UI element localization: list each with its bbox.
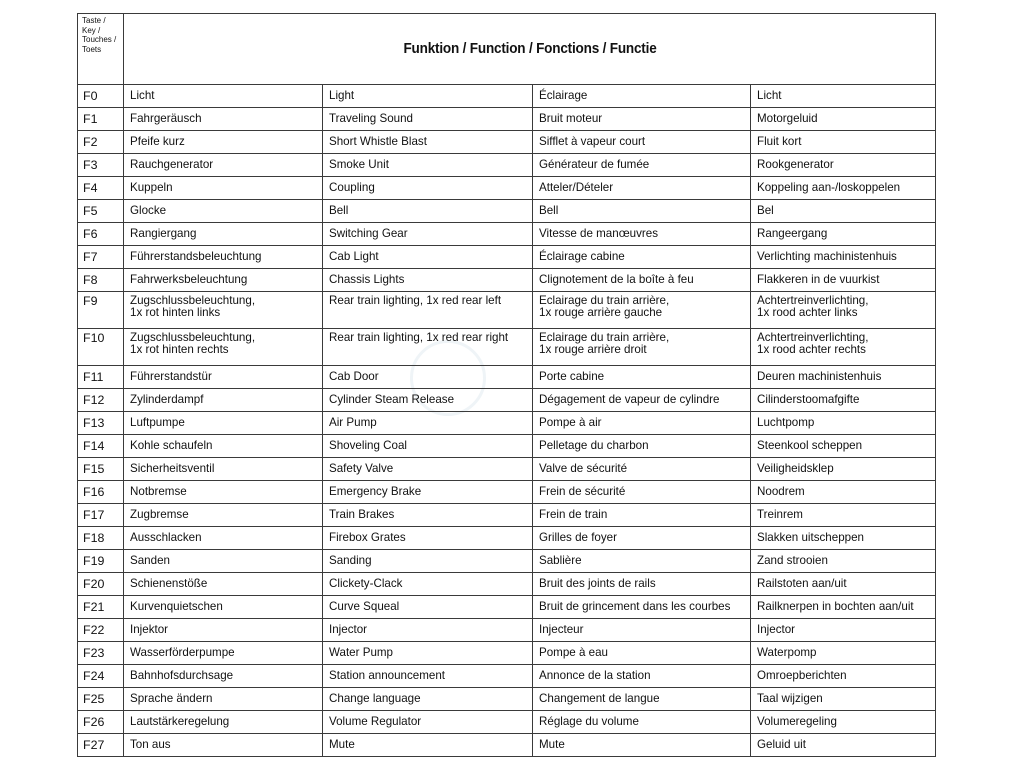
table-row bbox=[78, 200, 936, 223]
french-label-cell: Bell bbox=[533, 200, 751, 223]
english-label-cell: Air Pump bbox=[323, 412, 533, 435]
german-label-cell: Glocke bbox=[124, 200, 323, 223]
dutch-label-cell: Railstoten aan/uit bbox=[751, 573, 936, 596]
dutch-label-cell: Treinrem bbox=[751, 504, 936, 527]
german-label-cell: Ton aus bbox=[124, 734, 323, 757]
french-label-cell: Annonce de la station bbox=[533, 665, 751, 688]
table-row bbox=[78, 154, 936, 177]
french-label-cell: Clignotement de la boîte à feu bbox=[533, 269, 751, 292]
function-column-header: Funktion / Function / Fonctions / Functie bbox=[148, 14, 911, 85]
french-label-cell: Porte cabine bbox=[533, 366, 751, 389]
table-row bbox=[78, 504, 936, 527]
german-label-cell: Sprache ändern bbox=[124, 688, 323, 711]
function-table bbox=[77, 13, 936, 757]
dutch-label-cell: Flakkeren in de vuurkist bbox=[751, 269, 936, 292]
dutch-label-cell: Volumeregeling bbox=[751, 711, 936, 734]
dutch-label-cell: Licht bbox=[751, 85, 936, 108]
english-label-cell: Water Pump bbox=[323, 642, 533, 665]
french-label-cell: Frein de sécurité bbox=[533, 481, 751, 504]
german-label-cell: Notbremse bbox=[124, 481, 323, 504]
function-key-cell: F7 bbox=[78, 246, 124, 269]
table-row bbox=[78, 688, 936, 711]
german-label-cell: Kuppeln bbox=[124, 177, 323, 200]
function-key-cell: F14 bbox=[78, 435, 124, 458]
english-label-cell: Safety Valve bbox=[323, 458, 533, 481]
english-label-cell: Sanding bbox=[323, 550, 533, 573]
german-label-cell: Licht bbox=[124, 85, 323, 108]
german-label-cell: Sicherheitsventil bbox=[124, 458, 323, 481]
function-key-cell: F19 bbox=[78, 550, 124, 573]
french-label-cell: Vitesse de manœuvres bbox=[533, 223, 751, 246]
french-label-cell: Pompe à air bbox=[533, 412, 751, 435]
table-row bbox=[78, 389, 936, 412]
table-row bbox=[78, 550, 936, 573]
dutch-label-cell: Fluit kort bbox=[751, 131, 936, 154]
function-key-cell: F24 bbox=[78, 665, 124, 688]
table-row bbox=[78, 711, 936, 734]
table-header-row bbox=[78, 14, 936, 85]
french-label-cell: Pelletage du charbon bbox=[533, 435, 751, 458]
table-body bbox=[78, 85, 936, 757]
french-label-cell: Bruit des joints de rails bbox=[533, 573, 751, 596]
german-label-cell: Fahrwerksbeleuchtung bbox=[124, 269, 323, 292]
dutch-label-cell: Taal wijzigen bbox=[751, 688, 936, 711]
french-label-cell: Sablière bbox=[533, 550, 751, 573]
dutch-label-cell: Geluid uit bbox=[751, 734, 936, 757]
english-label-cell: Cylinder Steam Release bbox=[323, 389, 533, 412]
dutch-label-cell: Zand strooien bbox=[751, 550, 936, 573]
dutch-label-cell: Waterpomp bbox=[751, 642, 936, 665]
table-row bbox=[78, 177, 936, 200]
german-label-cell: Zugschlussbeleuchtung, 1x rot hinten rechts bbox=[124, 329, 323, 366]
english-label-cell: Short Whistle Blast bbox=[323, 131, 533, 154]
dutch-label-cell: Rookgenerator bbox=[751, 154, 936, 177]
french-label-cell: Grilles de foyer bbox=[533, 527, 751, 550]
english-label-cell: Change language bbox=[323, 688, 533, 711]
function-key-cell: F15 bbox=[78, 458, 124, 481]
german-label-cell: Schienenstöße bbox=[124, 573, 323, 596]
function-key-cell: F27 bbox=[78, 734, 124, 757]
english-label-cell: Chassis Lights bbox=[323, 269, 533, 292]
german-label-cell: Kohle schaufeln bbox=[124, 435, 323, 458]
french-label-cell: Eclairage du train arrière, 1x rouge arrière droit bbox=[533, 329, 751, 366]
english-label-cell: Clickety-Clack bbox=[323, 573, 533, 596]
table-row bbox=[78, 131, 936, 154]
table-row bbox=[78, 108, 936, 131]
french-label-cell: Eclairage du train arrière, 1x rouge arrière gauche bbox=[533, 292, 751, 329]
english-label-cell: Bell bbox=[323, 200, 533, 223]
french-label-cell: Éclairage bbox=[533, 85, 751, 108]
dutch-label-cell: Rangeergang bbox=[751, 223, 936, 246]
english-label-cell: Mute bbox=[323, 734, 533, 757]
function-key-cell: F10 bbox=[78, 329, 124, 366]
french-label-cell: Injecteur bbox=[533, 619, 751, 642]
german-label-cell: Ausschlacken bbox=[124, 527, 323, 550]
dutch-label-cell: Veiligheidsklep bbox=[751, 458, 936, 481]
function-key-cell: F26 bbox=[78, 711, 124, 734]
dutch-label-cell: Achtertreinverlichting, 1x rood achter rechts bbox=[751, 329, 936, 366]
table-row bbox=[78, 435, 936, 458]
dutch-label-cell: Steenkool scheppen bbox=[751, 435, 936, 458]
french-label-cell: Mute bbox=[533, 734, 751, 757]
function-key-cell: F9 bbox=[78, 292, 124, 329]
dutch-label-cell: Noodrem bbox=[751, 481, 936, 504]
function-key-cell: F13 bbox=[78, 412, 124, 435]
table-row bbox=[78, 573, 936, 596]
english-label-cell: Station announcement bbox=[323, 665, 533, 688]
french-label-cell: Pompe à eau bbox=[533, 642, 751, 665]
table-row bbox=[78, 246, 936, 269]
table-row bbox=[78, 481, 936, 504]
german-label-cell: Führerstandsbeleuchtung bbox=[124, 246, 323, 269]
dutch-label-cell: Achtertreinverlichting, 1x rood achter links bbox=[751, 292, 936, 329]
table-row bbox=[78, 223, 936, 246]
table-row bbox=[78, 366, 936, 389]
german-label-cell: Kurvenquietschen bbox=[124, 596, 323, 619]
dutch-label-cell: Motorgeluid bbox=[751, 108, 936, 131]
german-label-cell: Fahrgeräusch bbox=[124, 108, 323, 131]
english-label-cell: Firebox Grates bbox=[323, 527, 533, 550]
table-row bbox=[78, 269, 936, 292]
german-label-cell: Rauchgenerator bbox=[124, 154, 323, 177]
german-label-cell: Sanden bbox=[124, 550, 323, 573]
english-label-cell: Cab Door bbox=[323, 366, 533, 389]
german-label-cell: Führerstandstür bbox=[124, 366, 323, 389]
french-label-cell: Éclairage cabine bbox=[533, 246, 751, 269]
german-label-cell: Wasserförderpumpe bbox=[124, 642, 323, 665]
french-label-cell: Valve de sécurité bbox=[533, 458, 751, 481]
dutch-label-cell: Deuren machinistenhuis bbox=[751, 366, 936, 389]
function-key-cell: F11 bbox=[78, 366, 124, 389]
dutch-label-cell: Bel bbox=[751, 200, 936, 223]
function-key-cell: F8 bbox=[78, 269, 124, 292]
function-key-cell: F23 bbox=[78, 642, 124, 665]
german-label-cell: Pfeife kurz bbox=[124, 131, 323, 154]
dutch-label-cell: Verlichting machinistenhuis bbox=[751, 246, 936, 269]
german-label-cell: Bahnhofsdurchsage bbox=[124, 665, 323, 688]
table-row bbox=[78, 292, 936, 329]
function-key-cell: F3 bbox=[78, 154, 124, 177]
german-label-cell: Luftpumpe bbox=[124, 412, 323, 435]
dutch-label-cell: Koppeling aan-/loskoppelen bbox=[751, 177, 936, 200]
function-key-cell: F20 bbox=[78, 573, 124, 596]
function-key-cell: F17 bbox=[78, 504, 124, 527]
english-label-cell: Switching Gear bbox=[323, 223, 533, 246]
function-key-cell: F22 bbox=[78, 619, 124, 642]
dutch-label-cell: Omroepberichten bbox=[751, 665, 936, 688]
french-label-cell: Réglage du volume bbox=[533, 711, 751, 734]
table-row bbox=[78, 665, 936, 688]
english-label-cell: Curve Squeal bbox=[323, 596, 533, 619]
french-label-cell: Changement de langue bbox=[533, 688, 751, 711]
french-label-cell: Atteler/Dételer bbox=[533, 177, 751, 200]
french-label-cell: Frein de train bbox=[533, 504, 751, 527]
table-row bbox=[78, 596, 936, 619]
function-key-cell: F16 bbox=[78, 481, 124, 504]
english-label-cell: Light bbox=[323, 85, 533, 108]
table-row bbox=[78, 619, 936, 642]
table-row bbox=[78, 527, 936, 550]
table-row bbox=[78, 412, 936, 435]
german-label-cell: Zugbremse bbox=[124, 504, 323, 527]
table-row bbox=[78, 329, 936, 366]
dutch-label-cell: Luchtpomp bbox=[751, 412, 936, 435]
table-row bbox=[78, 85, 936, 108]
german-label-cell: Lautstärkeregelung bbox=[124, 711, 323, 734]
french-label-cell: Bruit moteur bbox=[533, 108, 751, 131]
french-label-cell: Bruit de grincement dans les courbes bbox=[533, 596, 751, 619]
table-row bbox=[78, 458, 936, 481]
key-column-header: Taste / Key / Touches / Toets bbox=[78, 14, 124, 85]
english-label-cell: Coupling bbox=[323, 177, 533, 200]
dutch-label-cell: Railknerpen in bochten aan/uit bbox=[751, 596, 936, 619]
french-label-cell: Générateur de fumée bbox=[533, 154, 751, 177]
english-label-cell: Rear train lighting, 1x red rear left bbox=[323, 292, 533, 329]
german-label-cell: Zylinderdampf bbox=[124, 389, 323, 412]
function-key-cell: F1 bbox=[78, 108, 124, 131]
german-label-cell: Zugschlussbeleuchtung, 1x rot hinten links bbox=[124, 292, 323, 329]
table-row bbox=[78, 642, 936, 665]
english-label-cell: Traveling Sound bbox=[323, 108, 533, 131]
function-key-cell: F5 bbox=[78, 200, 124, 223]
english-label-cell: Train Brakes bbox=[323, 504, 533, 527]
function-key-cell: F4 bbox=[78, 177, 124, 200]
dutch-label-cell: Slakken uitscheppen bbox=[751, 527, 936, 550]
function-key-cell: F25 bbox=[78, 688, 124, 711]
function-key-cell: F18 bbox=[78, 527, 124, 550]
french-label-cell: Sifflet à vapeur court bbox=[533, 131, 751, 154]
function-key-cell: F2 bbox=[78, 131, 124, 154]
english-label-cell: Volume Regulator bbox=[323, 711, 533, 734]
english-label-cell: Smoke Unit bbox=[323, 154, 533, 177]
function-key-cell: F6 bbox=[78, 223, 124, 246]
german-label-cell: Rangiergang bbox=[124, 223, 323, 246]
french-label-cell: Dégagement de vapeur de cylindre bbox=[533, 389, 751, 412]
english-label-cell: Shoveling Coal bbox=[323, 435, 533, 458]
dutch-label-cell: Injector bbox=[751, 619, 936, 642]
dutch-label-cell: Cilinderstoomafgifte bbox=[751, 389, 936, 412]
english-label-cell: Cab Light bbox=[323, 246, 533, 269]
english-label-cell: Rear train lighting, 1x red rear right bbox=[323, 329, 533, 366]
german-label-cell: Injektor bbox=[124, 619, 323, 642]
english-label-cell: Emergency Brake bbox=[323, 481, 533, 504]
function-key-cell: F0 bbox=[78, 85, 124, 108]
table-row bbox=[78, 734, 936, 757]
function-key-cell: F12 bbox=[78, 389, 124, 412]
function-key-cell: F21 bbox=[78, 596, 124, 619]
english-label-cell: Injector bbox=[323, 619, 533, 642]
